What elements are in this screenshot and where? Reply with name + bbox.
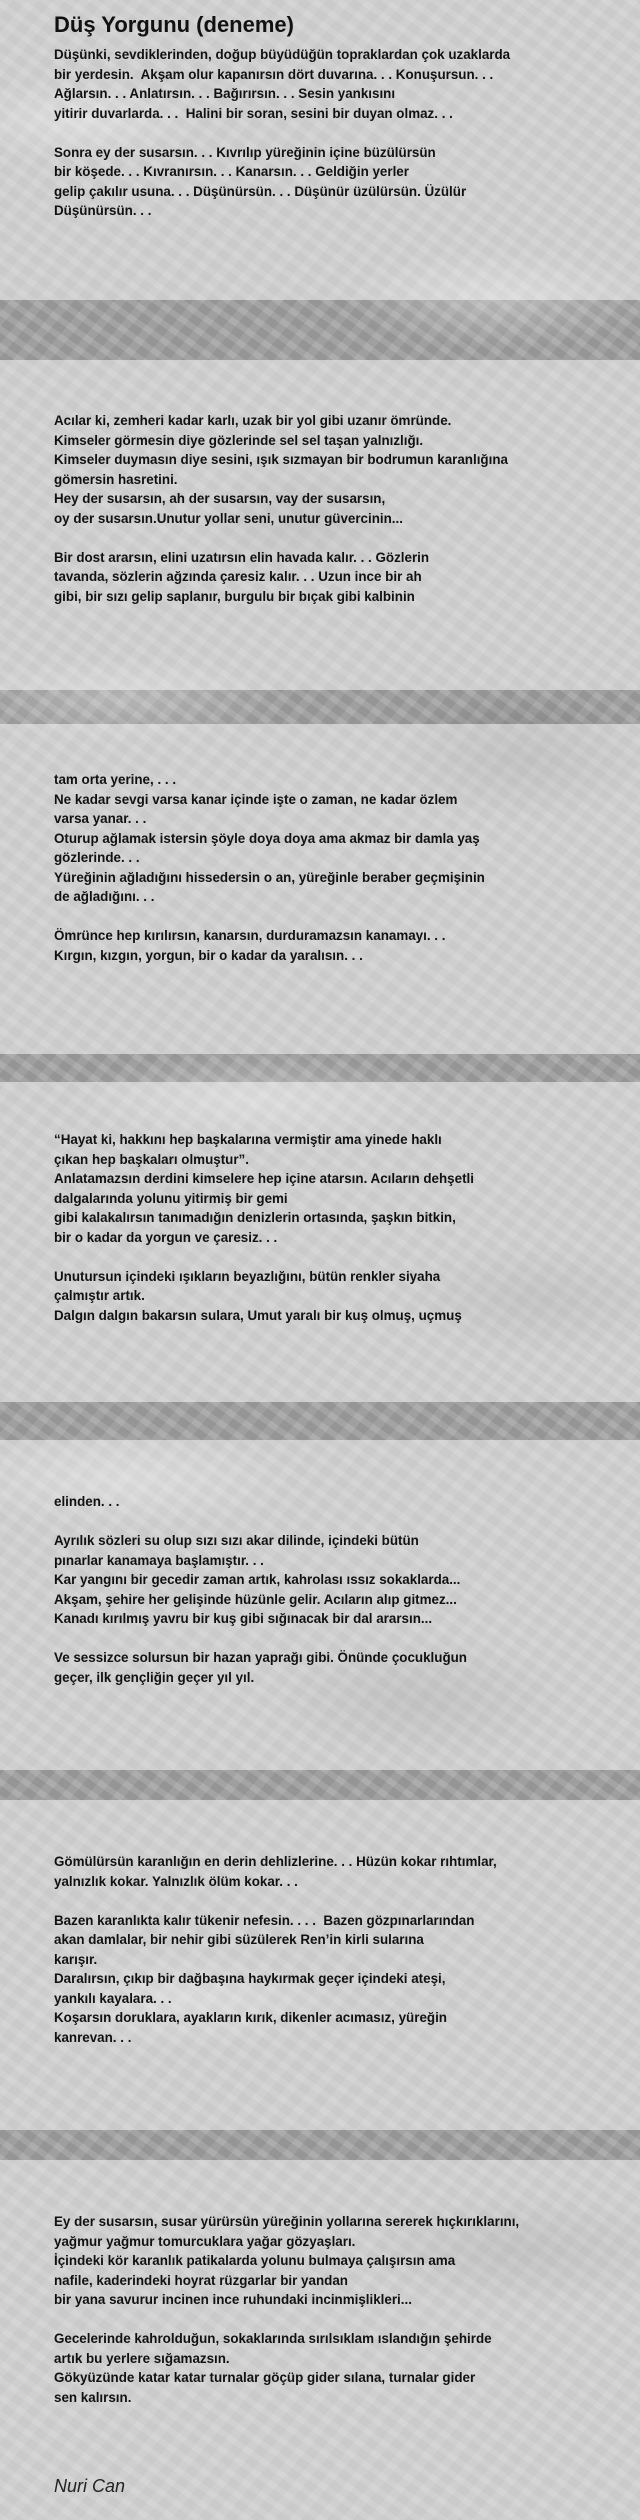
poem-stanza-group bbox=[54, 2212, 614, 2407]
poem-line: Düşünki, sevdiklerinden, doğup büyüdüğün topraklardan çok uzaklarda bbox=[54, 47, 511, 62]
poem-line: pınarlar kanamaya başlamıştır. . . bbox=[54, 1552, 264, 1568]
poem-line: gömersin hasretini. bbox=[54, 471, 178, 487]
poem-line: gibi, bir sızı gelip saplanır, burgulu bir bıçak gibi kalbinin bbox=[54, 588, 415, 604]
poem-line: yalnızlık kokar. Yalnızlık ölüm kokar. . . bbox=[54, 1873, 298, 1889]
poem-line: oy der susarsın.Unutur yollar seni, unutur güvercinin... bbox=[54, 510, 403, 526]
poem-stanza-group bbox=[54, 1852, 614, 2047]
poem-line: Kırgın, kızgın, yorgun, bir o kadar da yaralısın. . . bbox=[54, 947, 363, 963]
poem-line: çıkan hep başkaları olmuştur”. bbox=[54, 1151, 249, 1167]
poem-line: sen kalırsın. bbox=[54, 2389, 132, 2405]
poem-line: Bir dost ararsın, elini uzatırsın elin havada kalır. . . Gözlerin bbox=[54, 549, 430, 565]
poem-line bbox=[54, 907, 614, 927]
poem-line: Ayrılık sözleri su olup sızı sızı akar dilinde, içindeki bütün bbox=[54, 1533, 419, 1548]
poem-stanza-group bbox=[54, 770, 614, 965]
poem-line: varsa yanar. . . bbox=[54, 811, 147, 826]
poem-line bbox=[54, 1512, 614, 1532]
poem-line: Kar yangını bir gecedir zaman artık, kahrolası ıssız sokaklarda... bbox=[54, 1572, 461, 1587]
poem-line bbox=[54, 123, 614, 143]
poem-line: gözlerinde. . . bbox=[54, 850, 140, 865]
poem-line: dalgalarında yolunu yitirmiş bir gemi bbox=[54, 1190, 288, 1206]
poem-line: İçindeki kör karanlık patikalarda yolunu bulmaya çalışırsın ama bbox=[54, 2253, 456, 2268]
poem-line: karışır. bbox=[54, 1951, 98, 1967]
poem-line: Gökyüzünde katar katar turnalar göçüp gider sılana, turnalar gider bbox=[54, 2370, 476, 2385]
poem-line: bir o kadar da yorgun ve çaresiz. . . bbox=[54, 1229, 278, 1245]
poem-stanza-group bbox=[54, 1130, 614, 1325]
poem-line: geçer, ilk gençliğin geçer yıl yıl. bbox=[54, 1669, 255, 1685]
poem-line bbox=[54, 528, 614, 548]
poem-line: Koşarsın doruklara, ayakların kırık, dikenler acımasız, yüreğin bbox=[54, 2010, 447, 2025]
poem-line: Acılar ki, zemheri kadar karlı, uzak bir yol gibi uzanır ömründe. bbox=[54, 413, 452, 428]
poem-title: Düş Yorgunu (deneme) bbox=[54, 12, 294, 37]
poem-line: Dalgın dalgın bakarsın sulara, Umut yaralı bir kuş olmuş, uçmuş bbox=[54, 1307, 462, 1323]
poem-line: Anlatamazsın derdini kimselere hep içine atarsın. Acıların dehşetli bbox=[54, 1171, 474, 1186]
poem-line: bir yerdesin. Akşam olur kapanırsın dört duvarına. . . Konuşursun. . . bbox=[54, 66, 494, 82]
poem-line: Ve sessizce solursun bir hazan yaprağı gibi. Önünde çocukluğun bbox=[54, 1650, 467, 1665]
poem-line: Gecelerinde kahrolduğun, sokaklarında sırılsıklam ıslandığın şehirde bbox=[54, 2331, 492, 2346]
poem-line: yağmur yağmur tomurcuklara yağar gözyaşları. bbox=[54, 2233, 356, 2249]
poem-line: Kimseler görmesin diye gözlerinde sel sel taşan yalnızlığı. bbox=[54, 432, 424, 448]
poem-line: Unutursun içindeki ışıkların beyazlığını, bütün renkler siyaha bbox=[54, 1268, 441, 1284]
poem-line bbox=[54, 1247, 614, 1267]
poem-line: akan damlalar, bir nehir gibi süzülerek Ren’in kirli sularına bbox=[54, 1932, 424, 1947]
poem-line: “Hayat ki, hakkını hep başkalarına vermiştir ama yinede haklı bbox=[54, 1132, 442, 1147]
poem-line: Düşünürsün. . . bbox=[54, 203, 152, 218]
poem-line: Bazen karanlıkta kalır tükenir nefesin. . . . Bazen gözpınarlarından bbox=[54, 1912, 475, 1928]
poem-line: Ey der susarsın, susar yürürsün yüreğinin yollarına sererek hıçkırıklarını, bbox=[54, 2214, 520, 2229]
poem-stanza-group bbox=[54, 1492, 614, 1687]
poem-line: Yüreğinin ağladığını hissedersin o an, yüreğinle beraber geçmişinin bbox=[54, 869, 485, 885]
poem-line: de ağladığını. . . bbox=[54, 889, 155, 904]
poem-line: Kanadı kırılmış yavru bir kuş gibi sığınacak bir dal ararsın... bbox=[54, 1611, 433, 1626]
poem-line: Akşam, şehire her gelişinde hüzünle gelir. Acıların alıp gitmez... bbox=[54, 1591, 457, 1607]
poem-line: Ağlarsın. . . Anlatırsın. . . Bağırırsın. . . Sesin yankısını bbox=[54, 86, 396, 101]
poem-line: gibi kalakalırsın tanımadığın denizlerin ortasında, şaşkın bitkin, bbox=[54, 1210, 456, 1225]
poem-line: Hey der susarsın, ah der susarsın, vay der susarsın, bbox=[54, 491, 386, 506]
poem-line bbox=[54, 2310, 614, 2330]
poem-line: Daralırsın, çıkıp bir dağbaşına haykırmak geçer içindeki ateşi, bbox=[54, 1971, 446, 1986]
poem-stanza-group bbox=[54, 411, 614, 606]
poem-line: Sonra ey der susarsın. . . Kıvrılıp yüreğinin içine büzülürsün bbox=[54, 144, 436, 160]
poem-line: yankılı kayalara. . . bbox=[54, 1990, 172, 2006]
poem-line: tam orta yerine, . . . bbox=[54, 772, 177, 787]
poem-line: çalmıştır artık. bbox=[54, 1288, 145, 1303]
poem-line: bir köşede. . . Kıvranırsın. . . Kanarsın. . . Geldiğin yerler bbox=[54, 164, 409, 179]
poem-line bbox=[54, 1891, 614, 1911]
poem-stanza-group bbox=[54, 45, 614, 221]
poem-line: Ömrünce hep kırılırsın, kanarsın, durduramazsın kanamayı. . . bbox=[54, 928, 446, 943]
poem-line: kanrevan. . . bbox=[54, 2029, 132, 2045]
poem-line: Oturup ağlamak istersin şöyle doya doya ama akmaz bir damla yaş bbox=[54, 830, 480, 846]
poem-line: yitirir duvarlarda. . . Halini bir soran, sesini bir duyan olmaz. . . bbox=[54, 105, 453, 121]
poem-line: bir yana savurur incinen ince ruhundaki incinmişlikleri... bbox=[54, 2292, 412, 2307]
poem-line: artık bu yerlere sığamazsın. bbox=[54, 2350, 230, 2366]
poem-line: nafile, kaderindeki hoyrat rüzgarlar bir yandan bbox=[54, 2272, 348, 2288]
poem-line: tavanda, sözlerin ağzında çaresiz kalır. . . Uzun ince bir ah bbox=[54, 569, 422, 584]
poem-line: Kimseler duymasın diye sesini, ışık sızmayan bir bodrumun karanlığına bbox=[54, 452, 508, 467]
poem-line: Ne kadar sevgi varsa kanar içinde işte o zaman, ne kadar özlem bbox=[54, 791, 458, 807]
poem-line: elinden. . . bbox=[54, 1494, 120, 1509]
poem-line: gelip çakılır usuna. . . Düşünürsün. . . Düşünür üzülürsün. Üzülür bbox=[54, 183, 467, 199]
poem-author: Nuri Can bbox=[54, 2476, 126, 2496]
poem-line: Gömülürsün karanlığın en derin dehlizlerine. . . Hüzün kokar rıhtımlar, bbox=[54, 1854, 497, 1869]
poem-line bbox=[54, 1629, 614, 1649]
